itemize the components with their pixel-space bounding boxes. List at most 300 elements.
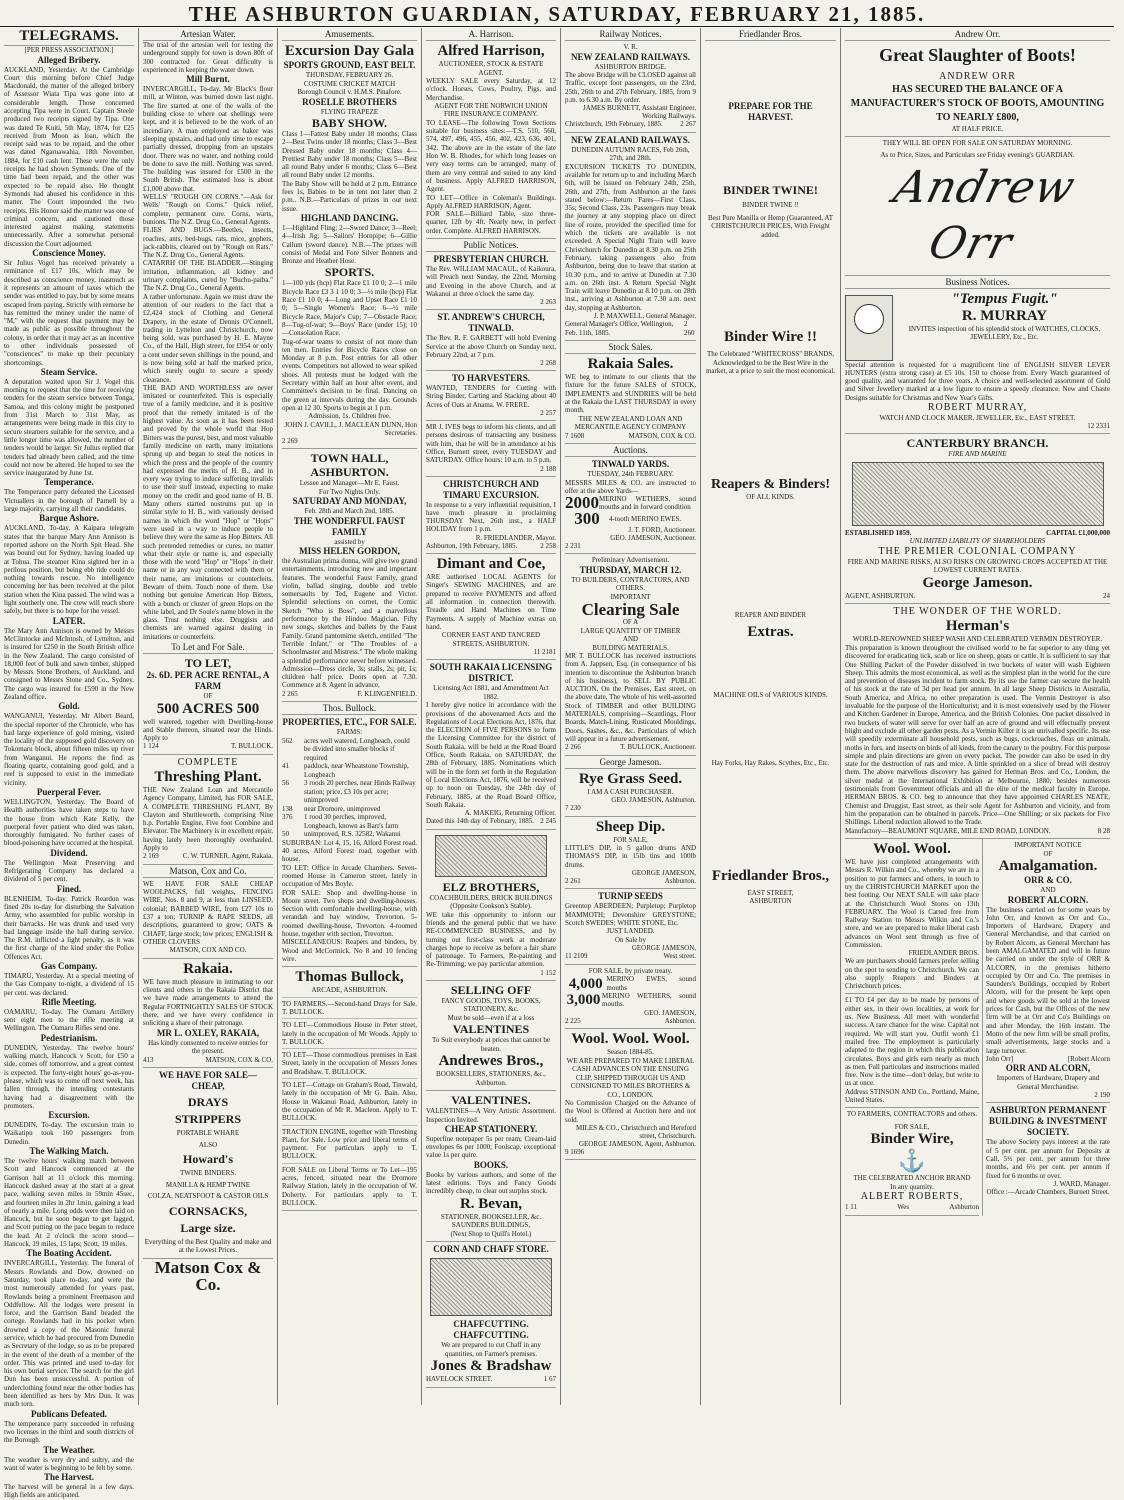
ad-title: ASHBURTON PERMANENT BUILDING & INVESTMENT SOCIETY. xyxy=(988,1105,1108,1138)
ad-line: For Two Nights Only. xyxy=(318,487,381,496)
ad-line: THE PREMIER COLONIAL COMPANY xyxy=(878,545,1077,557)
section-head-to-let: To Let and For Sale. xyxy=(143,641,273,654)
ad-body: We are purchasers should farmers prefer selling on the spot to sending to Christchurch. We can also supply Reapers and Binders at Christchurch prices. xyxy=(845,957,979,991)
ad-signature: John Orr] xyxy=(986,1054,1014,1063)
section-head-bullock: Thos. Bullock. xyxy=(282,702,417,715)
clearing-sale-title: Clearing Sale xyxy=(581,600,680,619)
ad-body: We are prepared to cut Chaff in any quantities, on Farmer's premises. xyxy=(441,1341,541,1358)
ad-title: Sheep Dip. xyxy=(595,818,666,835)
ad-title: ELZ BROTHERS, xyxy=(442,879,540,894)
bullock-ad: FOR SALE on Liberal Terms or To Let—195 acres, fenced, situated near the Dromore Railway Station, lately in the occupation of W. Doherty. For particulars apply to T. BULLOCK. xyxy=(282,1163,417,1207)
ad-title: Dimant and Coe, xyxy=(436,556,546,573)
ad-number: 2 258 xyxy=(540,541,556,550)
ad-title: Threshing Plant. xyxy=(154,768,262,785)
ad-body: INVITES inspection of his splendid stock of WATCHES, CLOCKS, JEWELLERY, Etc., Etc. xyxy=(908,324,1101,341)
ad-body: MR J. IVES begs to inform his clients, and all persons desirous of transacting any business with him, that he will be in attendance at his Office, Burnett street, every TUESDAY and SATURDAY. Office hours: 10 a.m. to 5 p.m. xyxy=(426,423,556,465)
binder-wire-title: Binder Wire !! xyxy=(723,329,818,345)
ad-line: ORR & CO. xyxy=(1024,875,1072,886)
matson-cheap-ad xyxy=(143,878,273,959)
ad-body: Books by various authors, and some of the latest editions. Toys and Fancy Goods incredibly cheap, to clear out surplus stock. xyxy=(426,1170,556,1196)
ad-body: EXCURSION TICKETS TO DUNEDIN, available for return up to and including March 6th, will be issued on February 24th, 25th, 26th, and 27th, from Ashburton at the fares stated below:—Return Fares—First Class, 35s; Second Class, 23s. Passengers may break the journey at any stopping place on direct line of route, provided the specified time for which the tickets are available is not exceeded. A Special Night Train will leave Christchurch for Dunedin at 8.30 p.m. on 25th February, taking passengers also from Ashburton, being due to leave that station at 10.30 p.m., and to arrive at Dunedin at 7.30 a.m. on 26th inst. A Return Special Night Train will leave Dunedin at 8.10 p.m. on 28th inst., arriving at Ashburton at 7.30 a.m. next day, stopping at Ashburton. xyxy=(565,162,696,312)
ad-town: Ashburton. xyxy=(664,876,696,885)
ad-number: 1 67 xyxy=(543,1375,556,1384)
ad-number: 2 190 xyxy=(1094,1091,1110,1100)
telegram-heading: Pedestrianism. xyxy=(40,1032,98,1043)
ad-number: 2 245 xyxy=(540,817,556,826)
ad-number: 2 261 xyxy=(565,876,581,885)
ad-town: Wes xyxy=(897,1203,910,1212)
telegrams-title: TELEGRAMS. xyxy=(4,28,134,46)
lot-desc: MERINO WETHERS, sound mouths. xyxy=(602,991,696,1009)
farm-row xyxy=(282,779,417,805)
ad-body: WANTED, TENDERS for Cutting with String Binder, Carting and Stacking about 40 Acres of Oats at Anama. W. FRERE. xyxy=(426,384,556,409)
ad-line: AND xyxy=(1040,886,1056,895)
prepare-harvest: PREPARE FOR THE HARVEST. xyxy=(728,101,813,122)
ad-body: TO LEASE—The following Town Sections suitable for business sites:—T.S. 510, 560, 574, 497, 496, 455, 456, 402, 423, 636, 401, 342. The above are in the estate of the late Hon W. B. Rhodes, for which long leases on very easy terms can be arranged; many of them are very central and suited to any kind of business. Apply ALFRED HARRISON, Agent. xyxy=(426,118,556,194)
ad-number: 2 231 xyxy=(565,541,581,550)
ad-number: 2 263 xyxy=(540,298,556,307)
article-body: FLIES AND BUGS.—Beetles, insects, roaches, ants, bed-bugs, rats, mice, gophers, jack-rabbits, cleared out by "Rough on Rats." The N.Z. Drug Co., General Agents. xyxy=(143,226,273,260)
ad-title: NEW ZEALAND RAILWAYS. xyxy=(571,134,690,145)
news-articles xyxy=(143,41,273,641)
ad-line: Lessee and Manager—Mr E. Faust. xyxy=(299,479,400,487)
ad-body: FOR SALE: Shop and dwelling-house in Moore street. Two shops and dwelling-houses. Section with comfortable dwelling-house, with verandah and bay window, Trevorton. 5-roomed dwelling-house, Trevorton. 4-roomed house, together with section, Trevorton. xyxy=(282,888,417,939)
ad-line: MISS HELEN GORDON, xyxy=(299,546,400,556)
ad-note: Everything of the Best Quality and make and at the Lowest Prices. xyxy=(144,1237,272,1254)
cheap-item: ALSO xyxy=(198,1140,218,1149)
section-head-auctions: Auctions. xyxy=(565,444,696,457)
binder-twine-sub: BINDER TWINE !! xyxy=(742,201,799,209)
ad-signature: MATSON, COX & CO. xyxy=(205,1055,273,1064)
ad-signature: MILES & CO., Christchurch and Hereford street, Christchurch. xyxy=(576,1123,696,1140)
telegram-heading: Conscience Money. xyxy=(32,248,106,259)
clock-icon xyxy=(845,295,893,361)
ad-date: THURSDAY, MARCH 12. xyxy=(579,564,682,575)
dancing-title: HIGHLAND DANCING. xyxy=(300,212,399,223)
ad-line: THE WONDERFUL FAUST FAMILY xyxy=(293,515,406,537)
pound-per-day-ad xyxy=(845,994,979,1108)
ad-date: TUESDAY, 24th FEBRUARY. xyxy=(587,470,674,479)
article-body: CATARRH OF THE BLADDER.—Stinging irritation, inflammation, all kidney and urinary complaints, cured by "Buchu-paiba." The N.Z. Drug Co., General Agents. xyxy=(143,259,273,293)
rakaia-sales-ad xyxy=(565,354,696,444)
ad-line: OF A xyxy=(622,618,639,626)
column-head: Andrew Orr. xyxy=(845,28,1110,41)
ad-line: IMPORTANT xyxy=(610,592,651,601)
ad-body: Superfine notepaper 5s per ream; Cream-laid envelopes 6s per 1000; Foolscap, exceptional value 1s per quire. xyxy=(426,1134,556,1160)
ad-name: Binder Wire, xyxy=(870,1131,954,1148)
ad-title: TO FARMERS, CONTRACTORS and others. xyxy=(846,1110,978,1119)
ad-title: Alfred Harrison, xyxy=(437,43,545,59)
telegram-heading: The Weather. xyxy=(43,1444,95,1455)
ad-sub: Licensing Act 1881, and Amendment Act 1882. xyxy=(433,684,549,701)
extras-pre: REAPER AND BINDER xyxy=(734,611,807,619)
presbyterian-ad xyxy=(426,252,556,310)
ad-body: FANCY GOODS, TOYS, BOOKS, STATIONERY, &c. xyxy=(441,996,541,1014)
cheap-item: TWINE BINDERS. xyxy=(180,1169,236,1177)
article-body: A rather unfortunate. Again we must draw the attention of our readers to the fact that a £2,424 stock of Clothing and General Drapery, in the estate of Dennis O'Connell, trading in Lyttelton and Christchurch, now being sold, was purchased by H. E. Mayne Co., of the Hall, High street, for £954 or only a cent under seven shillings in the pound, and is now being sold at half the marked price, which surely ought to secure a speedy clearance. xyxy=(143,292,273,384)
telegram-heading: Alleged Bribery. xyxy=(37,54,101,65)
valentines-ad xyxy=(426,1091,556,1242)
farm-desc: 3 roods 20 perches, near Hinds Railway station; price, £3 10s per acre; unimproved xyxy=(304,779,416,805)
ad-signature: J. T. FORD, Auctioneer. xyxy=(628,525,696,534)
ad-body: HAS SECURED THE BALANCE OF A MANUFACTURER'S STOCK OF BOOTS, AMOUNTING TO NEARLY £800, xyxy=(850,84,1105,123)
excursion-ad xyxy=(426,477,556,555)
column-harrison xyxy=(422,28,561,1405)
ad-agent: George Jameson. xyxy=(922,574,1033,591)
ad-town: West street. xyxy=(663,952,696,961)
ad-line: JUST LANDED. xyxy=(606,927,655,936)
ad-body: The Rev. WILLIAM MACAUL, of Kaikoura, will Preach next Sunday, the 22nd, Morning and Evening in the above Church, and at Wakanui at three o'clock the same day. xyxy=(426,265,556,298)
ad-office: Office :—Arcade Chambers, Burnett Street. xyxy=(986,1187,1110,1196)
ad-title: R. MURRAY xyxy=(961,307,1048,324)
telegram-body: BLENHEIM, To-day. Patrick Reardon was fined 20s to-day for disturbing the Salvation Army, who assembled for public worship in their barracks. He was drunk and used very bad language inside the hall during service. The R.M. inflicted a light penalty, as it was the first charge of the kind under the Police Offences Act. xyxy=(4,894,134,961)
column-telegrams xyxy=(0,28,139,1500)
binder-twine-title: BINDER TWINE! xyxy=(723,183,818,197)
rye-grass-ad xyxy=(565,769,696,817)
column-orr xyxy=(841,28,1114,1405)
ad-body: WE have just completed arrangements with Messrs R. Wilkin and Co., whereby we are in a position to put farmers and others, in touch to try the CHRISTCHURCH MARKET upon the best footing. Our NEXT SALE will take place at the Christchurch Wool Stores on 13th FEBRUARY. The Wool is Carted free from Railway Station to Messrs Wilkin and Co.'s store, and we are prepared to make liberal cash advances on Wool sent through us free of Commission. xyxy=(845,858,979,949)
ad-firm: ORR AND ALCORN, xyxy=(1005,1063,1091,1074)
ad-manufactory: Manufactory—BEAUMONT SQUARE, MILE END ROAD, LONDON. xyxy=(845,826,1051,835)
farm-list xyxy=(282,737,417,839)
article-body: INVERCARGILL, To-day. Mr Black's flour mill, at Winton, was burned down last night. The fire started at one of the walls of the building close to where oat shellings were kept, and it is believed to be the work of an incendiary. A man employed as baker was sleeping upstairs, and had only time to escape partially dressed, dropping from an upstairs door. There was no water, and nothing could be done to save the mill. Nothing was saved. The building was insured for £500 in the South British. The estimated loss is about £1,000 above that. xyxy=(143,85,273,193)
telegram-body: The temperance party succeeded in refusing two licenses in the third and south districts of the Borough. xyxy=(4,1419,134,1445)
telegram-body: DUNEDIN, To-day. The excursion train to Waikatipu took 160 passengers from Dunedin. xyxy=(4,1121,134,1146)
jones-bradshaw-title: Jones & Bradshaw xyxy=(430,1358,552,1375)
ad-name: ANDREW ORR xyxy=(939,71,1016,82)
lot-count: 300 xyxy=(574,508,600,528)
ad-line: UNLIMITED LIABILITY OF SHAREHOLDERS xyxy=(909,537,1046,546)
bullock-ad: TO LET—Cottage on Graham's Road, Tinwald, lately in the occupation of Mr G. Bain. Also, House in Wakanui Road, Ashburton, lately in the occupation of Mr R. Macleon. Apply to T. BULLOCK. xyxy=(282,1078,417,1122)
telegram-body: A deputation waited upon Sir J. Vogel this morning to request that the time for receiving tenders for the steam service between Tonga, Samoa, and this colony might be postponed from 31st March to 31st May, as arrangements were being made in this city to secure steamers suitable for the service, and a little longer time was allowed, the number of tenders would be larger. Sir Julius replied that tenders had already been called, and the time could not now be altered. He hoped to see the service inaugurated by June 1st. xyxy=(4,377,134,478)
ad-line: FARMS: xyxy=(336,728,363,737)
private-treaty-ad xyxy=(565,965,696,1029)
ad-line: ROBERT ALCORN. xyxy=(1007,894,1089,905)
farm-desc: unimproved, R.S. 32582, Wakanui xyxy=(304,830,401,839)
column-head: Railway Notices. xyxy=(565,28,696,41)
ad-title: SOUTH RAKAIA LICENSING DISTRICT. xyxy=(429,662,553,684)
telegram-body: The Wellington Meat Preserving and Refrigerating Company has declared a dividend of 5 per cent. xyxy=(4,858,134,884)
ad-signature: JAMES BURNETT, Assistant Engineer, Working Railways. xyxy=(583,104,696,121)
bullock-ad: TO FARMERS.—Second-hand Drays for Sale. T. BULLOCK. xyxy=(282,997,417,1017)
tinwald-yards-ad xyxy=(565,457,696,554)
wool-wool-ad xyxy=(845,839,979,994)
press-association: [PER PRESS ASSOCIATION.] xyxy=(24,46,114,54)
ad-of: OF xyxy=(203,692,213,701)
harvesters-ad xyxy=(426,371,556,421)
herman-ad xyxy=(845,604,1110,839)
royal-crest: V. R. xyxy=(623,43,638,51)
ad-title: TOWN HALL, ASHBURTON. xyxy=(310,451,389,479)
ad-line: CHEAP STATIONERY. xyxy=(444,1123,538,1134)
ad-number: 11 2181 xyxy=(533,648,556,657)
ad-line: Feb. 28th and March 2nd, 1885. xyxy=(304,507,395,515)
article-title: Mill Burnt. xyxy=(186,74,230,85)
ad-body: the Australian prima donna, will give two grand entertainments, introducing new and important features. The wonderful Faust Family, grand violin, ballad singing, double and treble somersaults by Ted, Eugene and Victor. Splendid selections on cornet, the Comic Sketch "Who is Boss", and a marvellous performance by the Hindoo Magician. Fifty new songs, sketches and ballets by the Faust Family. Grand pantomime sketch, entitled "The Terrible Infant," or "The Troubles of a Schoolmaster and Mistress." The whole making a splendid performance never before witnessed. Admission—Dress circle, 3s; stalls, 2s; pit, 1s; children half price. Doors open at 7.30. Commence at 8. Agent in advance, xyxy=(282,557,417,690)
ad-body: This preparation is known throughout the civilised world to be far superior to any thing yet discovered for eradicating tick, scab or lice on sheep, goats or cattle. It is sufficient to say that One Shilling Packet of the Powder dissolved in two buckets of water will wash Eighteen Sheep. This admits the most economical, as well as the simplest plan in the world for the cure and prevention of diseases incident to farm stock. By its use the farmer can secure the health of his stock at the rate of 3d per head per annum. In all large Sheep Districts in Australia, South America, and Africa, no other preparation is used. The Vermin Destroyer is also invaluable for the purpose of the Horticulturist; and it is most extensively used by the Flower and Kitchen Gardener in Europe, America, and the British Colonies. One packet dissolved in two buckets of water will serve for over half an acre of ground and will effectually prevent blight and exclude all other garden pests. As a Vermin Killer it is an unrivalled specific. Its use will speedily exterminate all household pests, such as bugs, cockroaches, fleas on animals, moths in furs, and insects on birds of all kinds, from the canary to the poultry. For this purpose simple and plain directions are given on every packet. The powder can also be used in dry state for the destruction of rats and mice. A little sprinkled on a slice of bread will destroy them. The above marvellous discovery has gained for Herman Bros. and Co., London, the silver medal at the International Exhibition at Melbourne, 1880, besides numerous testimonials from Government officials and all the elite of the medical faculty in Europe. HERMAN BROS. & CO. beg to announce that they have appointed CHARLES NEATE, Chemist and Druggist, East street, as their sole Agent for Ashburton and vicinity, and from him the preparation can be obtained in parcels. Price—One Shilling; or six packets for Five Shillings. Liberal reduction allowed to the Trade. xyxy=(845,643,1110,827)
ad-body: VALENTINES—A Very Artistic Assortment. Inspection Invited. xyxy=(426,1107,556,1124)
telegram-body: INVERCARGILL, Yesterday. The funeral of Messrs Rowlands and Dow, drowned on Saturday, took place to-day, and were the most numerously attended for years past, Rowlands being a prominent Freemason and Oddfellow. All the lodges were present in force, and the Garrison Band headed the cortege. Rowlands had in his pocket when drowned a copy of the Masonic funeral service, which he had procured from Dunedin as Secretary of the lodge, so as to be prepared in the event of the death of a member of the order. This was printed and used to-day for his own burial service. The search for the girl Dun has been unsuccessful. A portion of underclothing found near the other bodies has been identified as hers by Mrs Dun. It was much torn. xyxy=(4,1259,134,1409)
masthead: THE ASHBURTON GUARDIAN, SATURDAY, FEBRUARY 21, 1885. xyxy=(0,0,1114,27)
anchor-icon: ⚓ xyxy=(898,1148,926,1174)
farm-desc: acres well watered, Longbeach, could be divided into smaller blocks if required xyxy=(304,736,410,762)
town-hall-ad xyxy=(282,449,417,702)
ad-body: WE take this opportunity to inform our friends and the general public that we have RE-COMMENCED BUSINESS, and by turning out first-class work at moderate charges hope to receive as before a fair share of patronage. To Farmers, Re-painting and Re-Trimming, we pay particular attention. xyxy=(426,910,556,969)
ad-signature: GEO. JAMESON, Auctioneer. xyxy=(610,533,696,542)
ad-body: Greentop ABERDEEN; Purpletop; Purpletop MAMMOTH; Devonshire GREYSTONE; Scotch SWEDES; WHITE STONE, Etc. xyxy=(565,902,696,928)
ad-title: PROPERTIES, ETC., FOR SALE. xyxy=(282,717,417,728)
gala-ad xyxy=(282,41,417,449)
column-head: Artesian Water. xyxy=(143,28,273,41)
binder-wire-body: The Celebrated "WHITECROSS" BRANDS, Acknowledged to be the Best Wire in the market, at a price to suit the most economical. xyxy=(705,350,836,375)
andrewes-title: Andrewes Bros., xyxy=(438,1053,544,1070)
ad-number: 8 28 xyxy=(1097,826,1110,835)
lot-count: 4,000 xyxy=(568,975,603,992)
ad-number: 1 124 xyxy=(143,742,159,751)
ad-body: TO LET: Office in Arcade Chambers. Seven-roomed House in Cameron street, lately in occupation of Mrs Boyle. xyxy=(282,863,417,889)
friedlander-town: ASHBURTON xyxy=(749,897,792,905)
ad-body: LITTLE'S DIP, in 5 gallon drums AND THOMAS'S DIP, in 15lb tins and 100lb drums. xyxy=(565,844,696,869)
bullock-ad: TO LET—Commodious House in Peter street, lately in the occupation of Mr Woods. Apply to T. BULLOCK. xyxy=(282,1018,417,1046)
ad-title: Thomas Bullock, xyxy=(295,969,404,986)
ad-line: Borough Council v. H.M.S. Pinafore. xyxy=(297,88,402,96)
ad-body: MISCELLANEOUS: Reapers and binders, by Wood and McCormick. No 8 and 10 fencing wire. xyxy=(282,938,417,963)
ad-title: Rakaia Sales. xyxy=(587,356,674,373)
bullock-ad: TRACTION ENGINE, together with Threshing Plant, for Sale. Low price and liberal terms of payment. For particulars apply to T. BULLOCK. xyxy=(282,1125,417,1161)
ad-address: WATCH AND CLOCK MAKER, JEWELLER, Etc., EAST STREET. xyxy=(879,413,1076,422)
extras-title: Extras. xyxy=(747,623,794,640)
ad-title: TURNIP SEEDS xyxy=(598,891,663,902)
wool-advances-ad xyxy=(565,1029,696,1160)
ad-title: ST. ANDREW'S CHURCH, TINWALD. xyxy=(437,312,545,334)
column-head: Amusements. xyxy=(282,28,417,41)
ad-sub: SPORTS GROUND, EAST BELT. xyxy=(283,60,416,70)
ad-line: TO BUILDERS, CONTRACTORS, AND OTHERS. xyxy=(571,575,690,592)
ad-line: AND xyxy=(622,635,639,643)
ad-body: £1 TO £4 per day to be made by persons of either sex, in their own localities, at work for us. New Business. All meet with wonderful success. A rare chance for the wise. Capital not required. We will start you. Outfit worth £1 mailed free. The employment is particularly adapted to the region in which this publication circulates. Boys and girls earn nearly as much as men. Full particulars and instructions mailed free. Now is the time—don't delay, but write to us at once. xyxy=(845,996,979,1088)
farm-row xyxy=(282,813,417,830)
telegram-heading: Dividend. xyxy=(50,847,88,858)
ad-signature: JOHN J. CAVILL, J. MACLEAN DUNN, Hon Secretaries. xyxy=(284,420,417,437)
telegram-body: The harvest will be general in a few days. High fields are anticipated. xyxy=(4,1483,134,1500)
column-artesian xyxy=(139,28,278,1405)
ad-line: SATURDAY AND MONDAY, xyxy=(292,496,407,506)
thomas-bullock-ad xyxy=(282,967,417,1211)
cheap-item: DRAYS xyxy=(187,1095,229,1109)
ad-note: To Suit everybody at prices that cannot be beaten. xyxy=(432,1036,550,1053)
ad-signature: GEORGE JAMESON, xyxy=(631,944,696,953)
ad-signature: [Robert Alcorn xyxy=(1067,1054,1110,1063)
sheep-dip-ad xyxy=(565,817,696,890)
farm-acres: 562 xyxy=(282,736,293,745)
ad-body: I hereby give notice in accordance with the provisions of the abovenamed Acts and the Regulations of Local Elections Act, 1876, that the ELECTION of FIVE PERSONS to form the Licensing Committee for the district of South Rakaia, will be held at the Road Board Office, South Rakaia, on SATURDAY, the 28th of February, 1885. Nominations which will be in the form set forth in the Regulation of Local Elections Act, 1876, will be received up to noon on Tuesday, the 24th day of February, 1885, at the Road Board Office, South Rakaia. xyxy=(426,701,556,809)
ad-note: As to Price, Sizes, and Particulars see Friday evening's GUARDIAN. xyxy=(880,151,1075,159)
ad-number: 11 2109 xyxy=(565,952,588,961)
section-head-business: Business Notices. xyxy=(845,276,1110,289)
ad-date: Ashburton, 19th February, 1885. xyxy=(426,541,518,550)
ad-caption: CHAFFCUTTING. CHAFFCUTTING. xyxy=(453,1319,529,1341)
telegram-body: The Temperance party defeated the Licensed Victuallers in the borough of Parnell by a large majority, carrying all their candidates. xyxy=(4,488,134,514)
ad-signature: A. MAKEIG, Returning Officer. xyxy=(464,809,556,818)
corn-chaff-ad xyxy=(426,1242,556,1388)
ad-title: TO HARVESTERS. xyxy=(451,373,531,384)
ad-address: CORNER EAST AND TANCRED STREETS, ASHBURTON. xyxy=(441,631,541,648)
telegram-heading: The Walking Match. xyxy=(29,1146,109,1157)
farm-row xyxy=(282,805,417,814)
ad-pre: COMPLETE xyxy=(177,756,239,768)
hay-tools: Hay Forks, Hay Rakes, Scythes, Etc., Etc. xyxy=(711,759,830,767)
licensing-ad xyxy=(426,660,556,829)
ad-sub: FIRE AND MARINE xyxy=(948,450,1007,459)
cheap-item: MANILLA & HEMP TWINE xyxy=(165,1180,251,1189)
ad-number: 24 xyxy=(1103,591,1110,600)
bullock-ad: TO LET—Those commodious premises in East Street, lately in the occupation of Messrs Jones and Bradshaw. T. BULLOCK. xyxy=(282,1048,417,1076)
friedlander-street: EAST STREET, xyxy=(747,888,794,897)
column-amusements xyxy=(278,28,422,1405)
farm-acres: 138 xyxy=(282,804,293,813)
ad-title: Rye Grass Seed. xyxy=(578,770,683,787)
ad-line: On Sale by xyxy=(614,935,647,944)
ad-body: In response to a very influential requisition, I have much pleasure in proclaiming THURSDAY Next, 26th inst., a HALF HOLIDAY from 1 p.m. xyxy=(426,500,556,534)
bevan-sub: STATIONER, BOOKSELLER, &c. SAUNDERS BUILDINGS, xyxy=(440,1212,542,1230)
cheap-goods-ad xyxy=(143,1068,273,1259)
ad-signature: MATSON, COX & CO. xyxy=(628,431,696,440)
cheap-item: COLZA, NEATSFOOT & CASTOR OILS xyxy=(147,1192,269,1200)
reapers-binders-sub: OF ALL KINDS. xyxy=(746,492,795,501)
article-body: WELLS' "ROUGH ON CORNS."—Ask for Wells' "Rough on Corns." Quick relief, complete, permanent cure. Corns, warts, bunions. The N.Z. Drug Co., General Agents. xyxy=(143,193,273,226)
telegram-list xyxy=(4,55,134,1500)
cheap-item: Large size. xyxy=(180,1220,236,1235)
telegram-body: TIMARU, Yesterday. At a special meeting of the Gas Company to-night, a dividend of 15 per cent. was declared. xyxy=(4,972,134,997)
railway-bridge-ad xyxy=(565,41,696,133)
sports-admission: Admission, 1s. Children free. xyxy=(308,412,391,421)
telegram-heading: Temperance. xyxy=(44,477,94,488)
ad-agent-sub: AGENT, ASHBURTON. xyxy=(845,591,916,600)
ad-number: 2 265 xyxy=(282,689,298,698)
ad-signature: GEO. JAMESON, Ashburton. xyxy=(611,796,696,805)
ad-line: FOR SALE, xyxy=(894,1122,930,1131)
ad-body: The above Bridge will be CLOSED against all Traffic, except foot passengers, on the 23rd, 25th, 26th to and 27th February, 1885, from 9 p.m. to 6.30 a.m. By order. xyxy=(565,71,696,104)
ad-sub: ARCADE, ASHBURTON. xyxy=(311,986,388,995)
ad-body: Special attention is requested for a magnificent line of ENGLISH SILVER LEVER HUNTERS (extra strong case) at £5 10s. 150 to choose from. Every Watch guaranteed of good quality, and warranted for three years. A choice and well-selected assortment of Gold and Silver Jewellery marked at a low figure to ensure a speedy clearance. New and Chaste Designs suitable for Christmas and New Year's Gifts. xyxy=(845,360,1110,402)
sports-title: SPORTS. xyxy=(324,265,375,280)
ad-sub: AUCTIONEER, STOCK & ESTATE AGENT. xyxy=(438,60,544,77)
ad-number: 1 152 xyxy=(540,968,556,977)
ad-note: Must be sold—even if at a loss xyxy=(447,1013,535,1022)
ad-body: WE HAVE FOR SALE CHEAP WOOLPACKS, full weights, FENCING WIRE, Nos. 8 and 9, at less than LINSEED, colonial; BARBED WIRE, from £27 10s to £37 a ton; TURNIP & RAPE SEEDS, all descriptions, guaranteed to grow; OATS & CHAFF, large stock; low prices; ENGLISH & OTHER CLOVERS xyxy=(143,879,273,946)
reapers-binders-title: Reapers & Binders! xyxy=(711,476,830,492)
farm-acres: 50 xyxy=(282,830,289,839)
article-body: THE BAD AND WORTHLESS are never imitated or counterfeited. This is especially true of a family medicine, and it is positive proof that the remedy imitated is of the highest value. As soon as it has been tested and proved by the whole world that Hop Bitters was the purest, best, and most valuable family medicine on earth, many imitations sprung up and began to steal the notices in which the press and the people of the country had expressed the merits of H. B., and in every way trying to induce suffering invalids to use their stuff instead, expecting to make money on the credit and good name of H. B. Many others started nostrums put up in similar style to H. B., with variously devised names in which the word "Hop" or "Hops" were used in a way to induce people to believe they were the same as Hop Bitters. All such pretended remedies or cures, no matter what their style or name is, and especially those with the word "Hop" or "Hops" in their name or in any way connected with them or their name, are imitations or counterfeits. Beware of them. Touch none of them. Use nothing but genuine American Hop Bitters, with a bunch or cluster of green Hops on the white label, and Dr Soule's name blown in the glass. Trust nothing else. Druggists and chemists are warned against dealing in imitations or counterfeits. xyxy=(143,383,273,641)
ad-line: THEY WILL BE OPEN FOR SALE ON SATURDAY MORNING. xyxy=(882,138,1073,147)
ad-number: 2 260 xyxy=(683,320,695,337)
ad-title: Wool. Wool. Wool. xyxy=(571,1031,690,1048)
rakaia-ad xyxy=(143,959,273,1068)
ad-signature: J. WARD, Manager. xyxy=(1053,1179,1110,1188)
ad-line: ROSELLE BROTHERS xyxy=(302,96,397,107)
ad-signature: J. P. MAXWELL, General Manager. xyxy=(593,312,696,321)
ad-number: 2 266 xyxy=(565,743,581,752)
ad-title: Amalgamation. xyxy=(998,858,1098,875)
ad-body: SUBURBAN: Lot 4, 15, 16, Alford Forest road. 40 acres, Alford Forest road, together with house. xyxy=(282,838,417,864)
bevan-title: R. Bevan, xyxy=(459,1195,523,1212)
machine-oils: MACHINE OILS of VARIOUS KINDS. xyxy=(713,690,828,699)
column-friedlander xyxy=(701,28,841,1405)
ad-signature: F. KLINGENFIELD. xyxy=(357,689,417,698)
ad-title: CORN AND CHAFF STORE. xyxy=(433,1244,549,1255)
cheap-item: CORNSACKS, xyxy=(168,1203,248,1218)
ad-signature: GEO. JAMESON, xyxy=(644,1008,696,1017)
telegram-heading: LATER. xyxy=(52,615,86,626)
amalgamation-ad xyxy=(986,839,1110,1103)
ad-number: 2 257 xyxy=(540,409,556,418)
ad-body: TO LET—Office in Coleman's Buildings. Apply ALFRED HARRISON, Agent. xyxy=(426,193,556,210)
telegram-body: OAMARU, To-day. The Oamaru Artillery sent eight men to the rifle meeting at Wellington. The Oamaru Rifles send one. xyxy=(4,1007,134,1033)
ad-signature: GEORGE JAMESON, xyxy=(631,868,696,877)
ad-line: AT HALF PRICE. xyxy=(951,125,1004,133)
telegram-heading: Excursion. xyxy=(48,1110,90,1121)
ad-title: Herman's xyxy=(945,618,1010,635)
ad-office: General Manager's Office, Wellington, Feb. 11th, 1885. xyxy=(565,320,674,337)
ad-line: assisted by xyxy=(334,537,365,546)
column-railway xyxy=(561,28,701,1405)
baby-show-title: BABY SHOW. xyxy=(311,116,388,130)
cheap-item: STRIPPERS xyxy=(174,1112,242,1126)
turnip-seeds-ad xyxy=(565,889,696,964)
ad-line: AGENT FOR THE NORWICH UNION FIRE INSURANCE COMPANY. xyxy=(434,101,548,119)
ad-number: 1 11 xyxy=(845,1203,857,1212)
ad-body: MESSRS MILES & CO. are instructed to offer at the above Yards— xyxy=(565,478,696,495)
ad-number: 2 269 xyxy=(282,436,298,445)
ad-body: WE have much pleasure in intimating to our clients and others in the Rakaia District that we have made arrangements to attend the Regular FORTNIGHTLY SALES OF STOCK there, and we have every confidence in soliciting a share of their patronage. xyxy=(143,977,273,1028)
ad-note: No Commission Charged on the Advance of the Wool is Offered at Auction here and not sold. xyxy=(565,1099,696,1124)
ad-title: NEW ZEALAND RAILWAYS. xyxy=(571,51,690,62)
to-let-ad xyxy=(143,654,273,755)
telegram-heading: Gas Company. xyxy=(40,961,98,971)
ad-body: The above Society pays interest at the rate of 5 per cent. per annum for Deposits at Call, 5½ per cent. per annum for three months, and 6½ per cent. per annum if fixed for 6 months or over. xyxy=(986,1138,1110,1180)
telegram-body: WELLINGTON, Yesterday. The Board of Health authorities have taken steps to have the house from which Kate Kelly, the puerperal fever patient who died was taken, thoroughly fumigated. No further cases of blood-poisoning have occurred at the hospital. xyxy=(4,797,134,848)
lot-desc: 4-tooth MERINO EWES. xyxy=(609,514,682,523)
ad-body: FIRE AND MARINE RISKS, ALSO RISKS ON GROWING CROPS ACCEPTED AT THE LOWEST CURRENT RATES. xyxy=(847,557,1108,575)
ad-number: 413 xyxy=(143,1055,154,1064)
ad-date: Dated this 14th day of February, 1885. xyxy=(426,817,535,826)
ad-body: I AM A CASH PURCHASER. xyxy=(587,787,674,796)
sports-items: 1—100 yds (hcp) Flat Race £1 10 0; 2—1 mile Bicycle Race £3 3 1 10 0; 3—½ mile (hcp) Flat Race £1 10 0; 4—Long and Upset Race £1 10 0; 5—Single Women's Race; 6—½ mile Bicycle Race, Major's Cup; 7—Obstacle Race; 8—Tug-of-war; 9—Boys' Race (under 15); 10—Consolation Race. xyxy=(282,279,417,338)
elz-brothers-ad xyxy=(426,830,556,981)
ad-line: IMPORTANT NOTICE xyxy=(1014,841,1082,850)
clearing-sale-ad xyxy=(565,554,696,756)
ad-line: BOOKS. xyxy=(473,1159,509,1170)
ad-capital: CAPITAL £1,000,000 xyxy=(1046,528,1110,537)
ad-who: MR L. OXLEY, RAKAIA, xyxy=(156,1027,260,1038)
railway-races-ad xyxy=(565,133,696,341)
ad-body: WE beg to intimate to our clients that the fixture for the future SALES of STOCK, IMPLEMENTS and SUNDRIES will be held at the Rakaia the LAST THURSDAY in every month. xyxy=(565,373,696,415)
ad-town: Ashburton. xyxy=(664,1016,696,1025)
column-head: A. Harrison. xyxy=(426,28,556,41)
cheap-item-list xyxy=(143,1095,273,1235)
ad-signature: ALBERT ROBERTS, xyxy=(860,1191,964,1203)
telegram-heading: The Harvest. xyxy=(44,1472,94,1483)
insurance-ad xyxy=(845,434,1110,604)
ad-signature: T. BULLOCK. xyxy=(230,742,273,751)
dimant-ad xyxy=(426,554,556,660)
section-head-public: Public Notices. xyxy=(426,239,556,252)
farm-acres: 376 xyxy=(282,813,293,822)
ad-line: OF xyxy=(1043,849,1053,858)
ad-title: SELLING OFF xyxy=(450,982,532,997)
ad-line: In any quantity. xyxy=(890,1182,934,1191)
telegram-body: The Mary Ann Annison is owned by Messrs McClintocke and McIntosh, of Lyttelton, and is insured for £250 in the South British office in the New Zealand. The cargo consisted of 18,000 feet of bulk and sawn timber, shipped by Messrs Stone Brothers, of Auckland, and consigned to Messrs Stone and Co., Sydney. The cargo was insured for £590 in the New Zealand office. xyxy=(4,626,134,701)
